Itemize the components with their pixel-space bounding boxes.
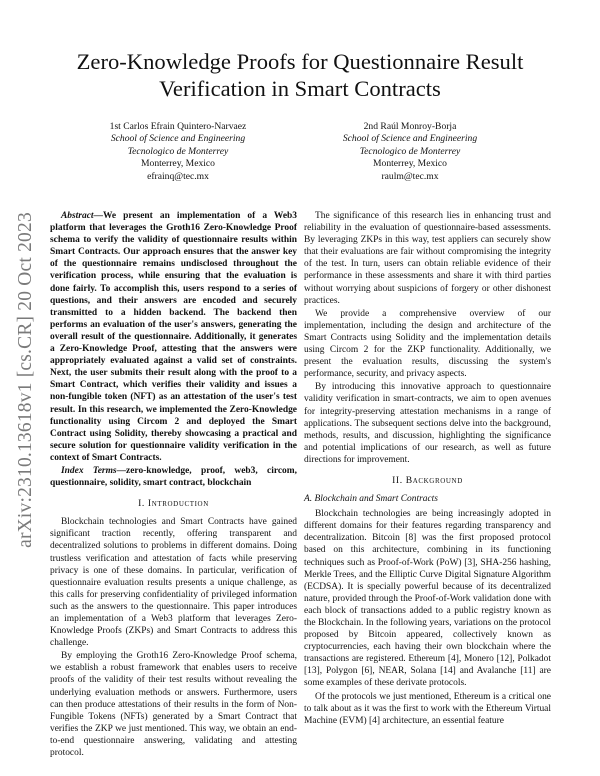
author-email: efrainq@tec.mx [147,170,209,182]
right-column [304,210,551,727]
title-line-2: Verification in Smart Contracts [159,76,441,101]
author-block-2 [300,121,520,183]
section-heading-introduction: I. Introduction [138,498,209,510]
author-name: 1st Carlos Efrain Quintero-Narvaez [109,121,247,132]
paper-title [50,48,550,102]
paragraph: Blockchain technologies are being increasingly adopted in different domains for their features regarding transparency and decentralization. Bitcoin [8] was the first proposed protocol based on this architecture, combining in its functioning techniques such as Proof-of-Work (PoW) [3], SHA-256 hashing, Merkle Trees, and the Elliptic Curve Digital Signature Algorithm (ECDSA). It is specially powerful because of its decentralized nature, provided through the Proof-of-Work validation done with each block of transactions added to a public registry known as the Blockchain. In the following years, variations on the protocol proposed by Bitcoin appeared, collectively known as cryptocurrencies, each having their own blockchain where the transactions are registered. Ethereum [4], Monero [12], Polkadot [13], Polygon [6], NEAR, Solana [14] and Avalanche [11] are some examples of these derivate protocols. [304,509,551,689]
author-name: 2nd Raúl Monroy-Borja [363,121,457,132]
index-terms [50,465,297,489]
abstract-label: Abstract [61,211,94,221]
author-department: School of Science and Engineering [110,133,246,145]
paragraph: Of the protocols we just mentioned, Ethereum is a critical one to talk about as it was the first to work with the Ethereum Virtual Machine (EVM) [4] architecture, an essential feature [304,691,551,726]
paragraph: By employing the Groth16 Zero-Knowledge Proof schema, we establish a robust framework that enables users to receive proofs of the validity of their test results without revealing the underlying evaluation methods or answers. Furthermore, users can then produce attestations of their results in the form of Non-Fungible Tokens (NFTs) generated by a Smart Contract that verifies the ZKP we just mentioned. This way, we obtain an end-to-end questionnaire answering, validating and attesting protocol. [50,651,297,759]
title-line-1: Zero-Knowledge Proofs for Questionnaire Result [76,49,524,74]
author-email: raulm@tec.mx [381,170,439,182]
paragraph: Blockchain technologies and Smart Contracts have gained significant traction recently, offering transparent and decentralized solutions to problems in different domains. Doing trustless verification and attestation of facts while preserving privacy is one of these domains. In particular, verification of questionnaire evaluation results presents a unique challenge, as this calls for preserving confidentiality of privileged information such as the answers to the questionnaire. This paper introduces an implementation of a Web3 platform that leverages Zero-Knowledge Proofs (ZKPs) and Smart Contracts to address this challenge. [50,517,297,649]
arxiv-identifier: arXiv:2310.13618v1 [cs.CR] 20 Oct 2023 [15,212,37,548]
paragraph: By introducing this innovative approach to questionnaire validity verification in smart-contracts, we aim to open avenues for integrity-preserving attestation mechanisms in a range of applications. The subsequent sections delve into the background, methods, results, and discussion, highlighting the significance and potential implications of our research, as well as future directions for improvement. [304,382,551,465]
author-institution: Tecnologico de Monterrey [127,145,229,157]
index-terms-text: —zero-knowledge, proof, web3, circom, questionnaire, solidity, smart contract, blockchain [50,465,297,489]
paragraph: We provide a comprehensive overview of our implementation, including the design and architecture of the Smart Contracts using Solidity and the implementation details using Circom 2 for the ZKP functionality. Additionally, we present the evaluation results, discussing the system's performance, security, and privacy aspects. [304,308,551,380]
author-city: Monterrey, Mexico [373,158,447,170]
author-city: Monterrey, Mexico [141,158,215,170]
arxiv-watermark [14,170,38,590]
index-terms-label: Index Terms [61,465,117,476]
author-department: School of Science and Engineering [342,133,478,145]
subsection-heading: A. Blockchain and Smart Contracts [304,494,438,505]
section-heading-background: II. Background [392,474,463,486]
author-block-1 [68,121,288,183]
paragraph: The significance of this research lies in enhancing trust and reliability in the evaluation of questionnaire-based assessments. By leveraging ZKPs in this way, test appliers can securely show that their evaluations are fair without compromising the integrity of the test. In turn, users can obtain reliable evidence of their performance in these assessments and share it with third parties without worrying about suspicions of forgery or other dishonest practices. [304,211,551,306]
abstract [50,210,297,464]
author-institution: Tecnologico de Monterrey [359,145,461,157]
left-column [50,210,297,759]
abstract-text: —We present an implementation of a Web3 platform that leverages the Groth16 Zero-Knowledge Proof schema to verify the validity of questionnaire results within Smart Contracts. Our approach ensures that the answer key of the questionnaire remains undisclosed throughout the verification process, while ensuring that the evaluation is done fairly. To accomplish this, users respond to a series of questions, and their answers are encoded and securely transmitted to a hidden backend. The backend then performs an evaluation of the user's answers, generating the overall result of the questionnaire. Additionally, it generates a Zero-Knowledge Proof, attesting that the answers were appropriately evaluated against a valid set of constraints. Next, the user submits their result along with the proof to a Smart Contract, which verifies their validity and issues a non-fungible token (NFT) as an attestation of the user's test result. In this research, we implemented the Zero-Knowledge functionality using Circom 2 and deployed the Smart Contract using Solidity, thereby showcasing a practical and secure solution for questionnaire validity verification in the context of Smart Contracts. [50,211,297,463]
